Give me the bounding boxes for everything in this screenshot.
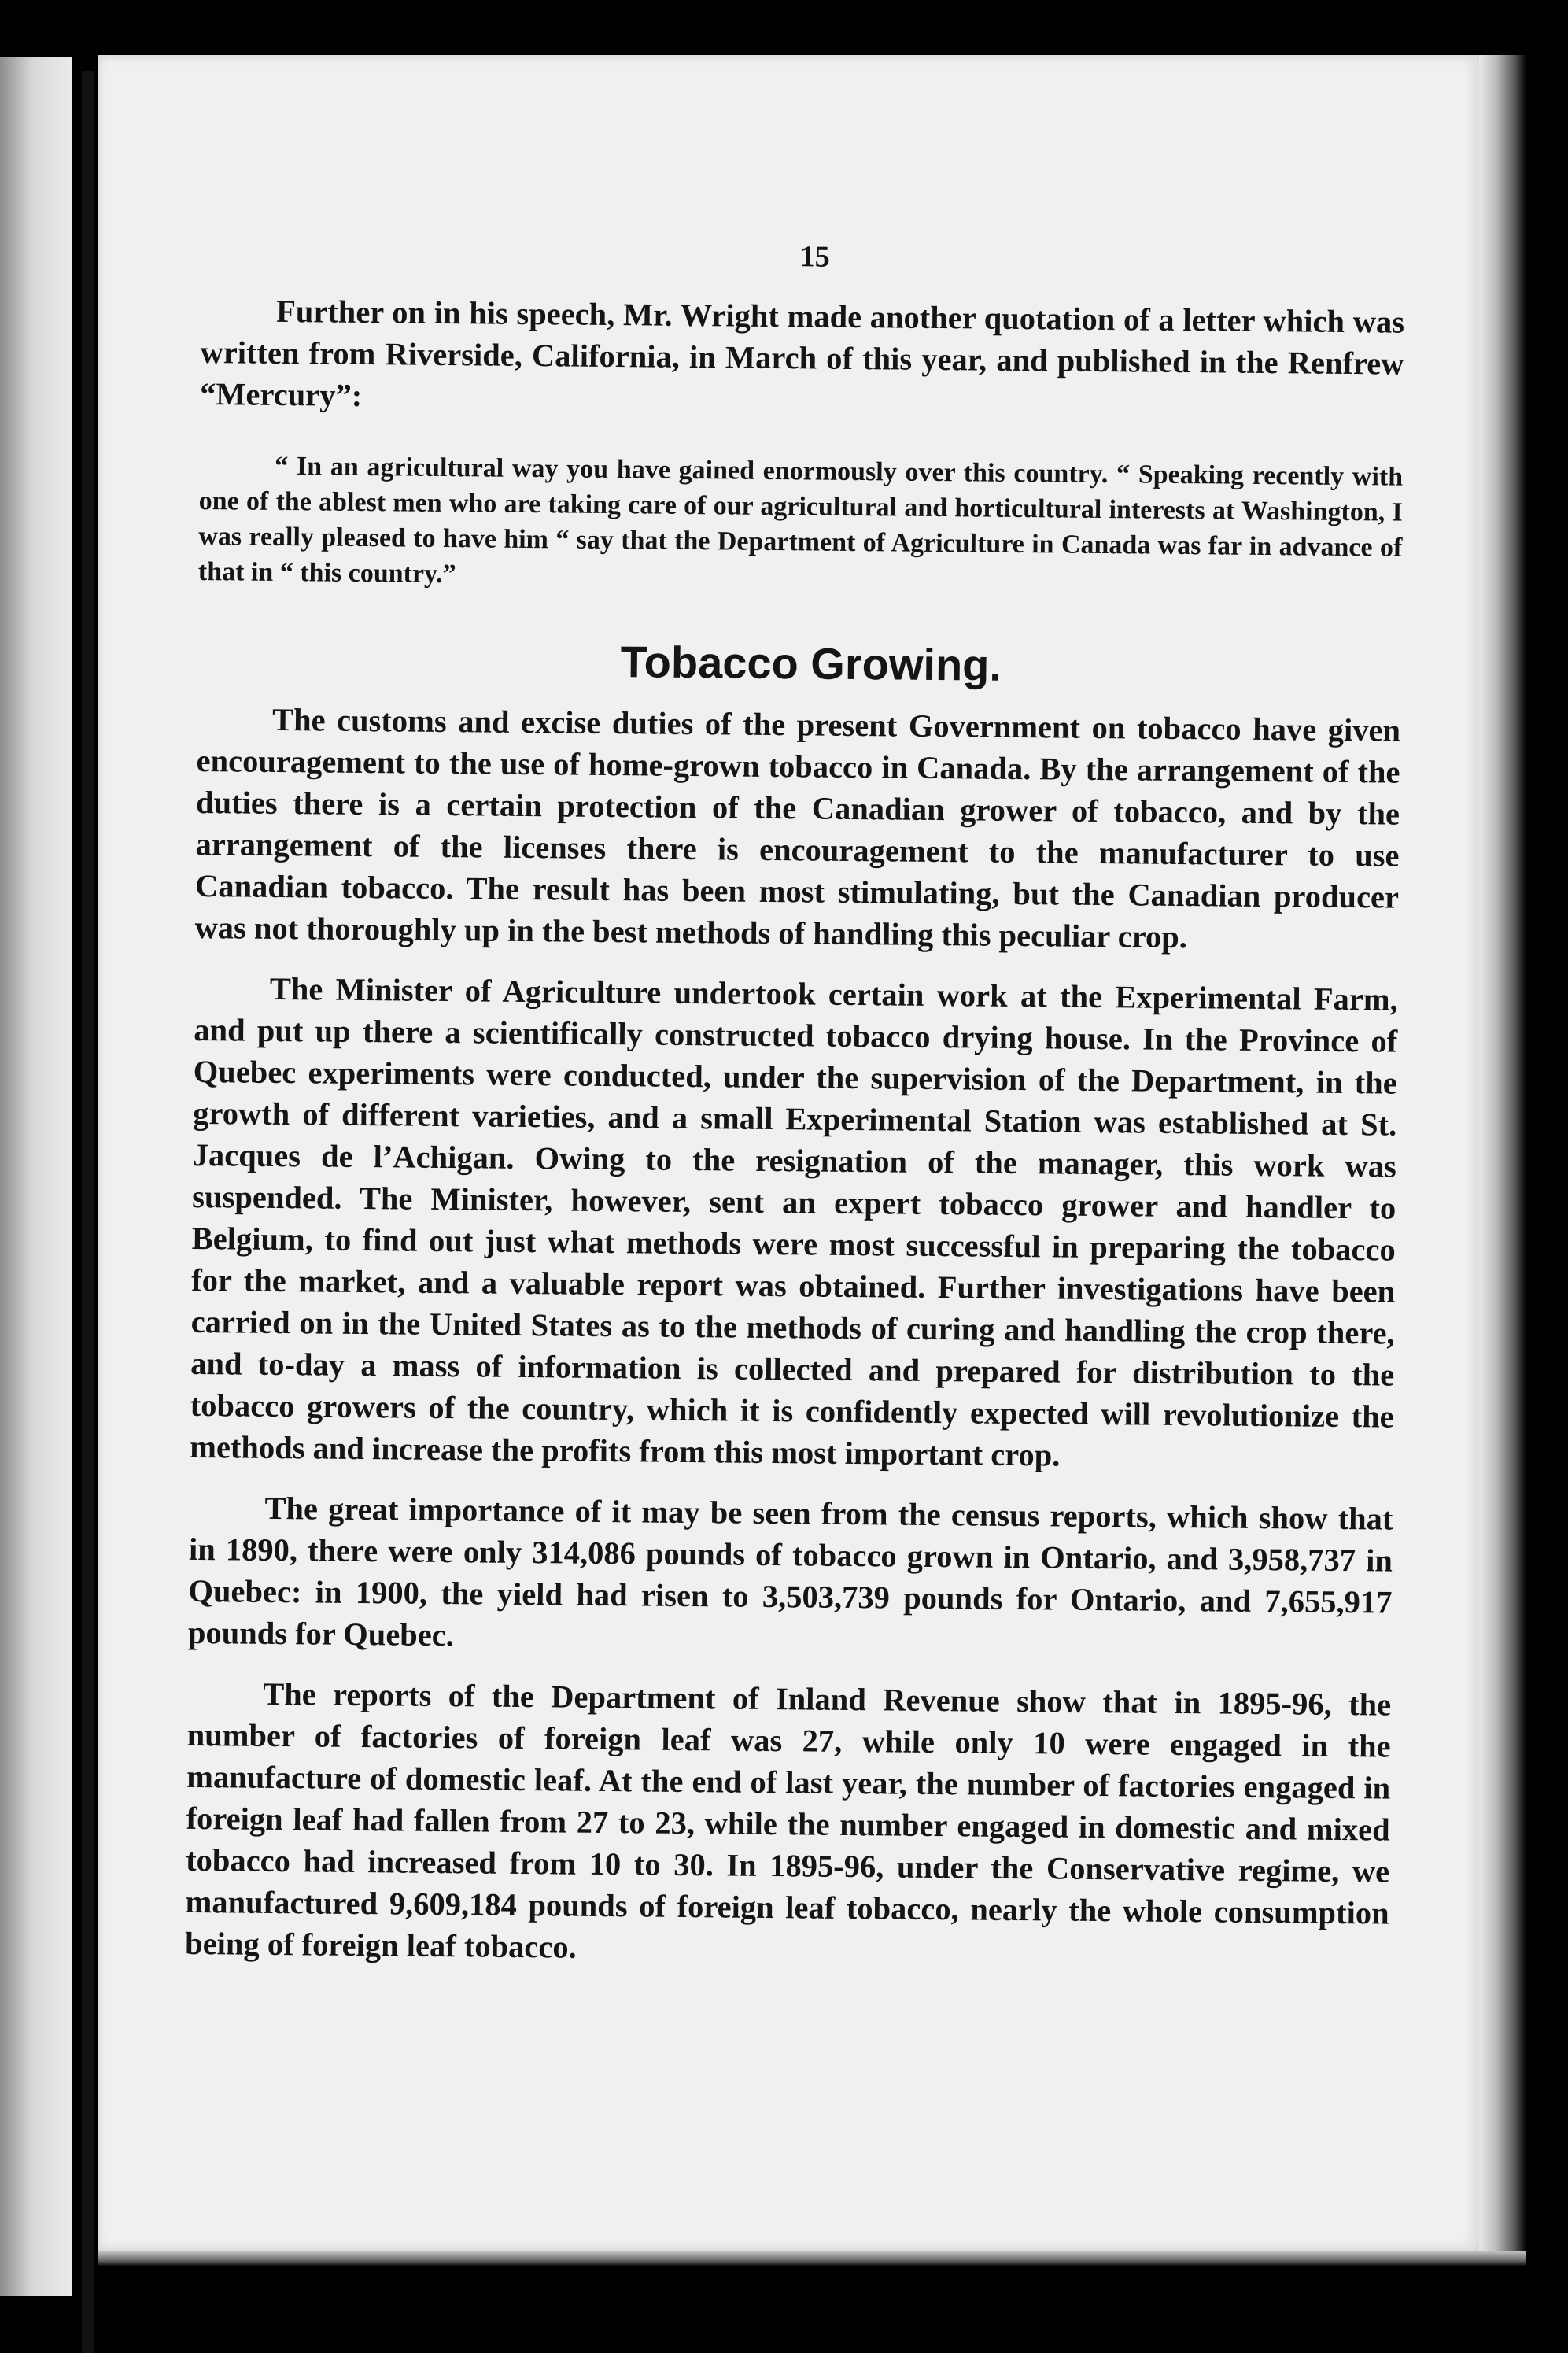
bottom-page-edge — [98, 2251, 1526, 2266]
book-gutter — [82, 71, 94, 2353]
paragraph-inland-revenue: The reports of the Department of Inland Revenue show that in 1895-96, the number of factories of foreign leaf was 27, while only 10 were engaged in the manufacture of domestic leaf. At the end of last year, the number of factories engaged in foreign leaf had fallen from 27 to 23, while the number engaged in domestic and mixed tobacco had increased from 10 to 30. In 1895-96, under the Conservative regime, we manufactured 9,609,184 pounds of foreign leaf tobacco, nearly the whole consumption being of foreign leaf tobacco. — [184, 1675, 1392, 1965]
intro-paragraph: Further on in his speech, Mr. Wright made another quotation of a letter which was written from Riverside, California, in March of this year, and published in the Renfrew “Mercury”: — [199, 293, 1405, 413]
quoted-letter: “ In an agricultural way you have gained enormously over this country. “ Speaking recently with one of the ablest men who are taking care of our agricultural and horticultural interests at Washington, I was really pleased to have him “ say that the Department of Agriculture in Canada was far in advance of that in “ this country.” — [197, 451, 1404, 589]
paragraph-minister: The Minister of Agriculture undertook certain work at the Experimental Farm, and put up there a scientifically constructed tobacco drying house. In the Province of Quebec experiments were conducted, under the supervision of the Department, in the growth of different varieties, and a small Experimental Station was established at St. Jacques de l’Achigan. Owing to the resignation of the manager, this work was suspended. The Minister, however, sent an expert tobacco grower and handler to Belgium, to find out just what methods were most successful in preparing the tobacco for the market, and a valuable report was obtained. Further investigations have been carried on in the United States as to the methods of curing and handling the crop there, and to-day a mass of information is collected and prepared for distribution to the tobacco growers of the country, which it is confidently expected will revolutionize the methods and increase the profits from this most important crop. — [190, 970, 1398, 1473]
paragraph-duties: The customs and excise duties of the present Government on tobacco have given encouragement to the use of home-grown tobacco in Canada. By the arrangement of the duties there is a certain protection of the Canadian grower of tobacco, and by the arrangement of the licenses there is encouragement to the manufacturer to use Canadian tobacco. The result has been most stimulating, but the Canadian producer was not thoroughly up in the best methods of handling this peculiar crop. — [194, 701, 1401, 955]
page-text — [185, 236, 1405, 1975]
paragraph-census: The great importance of it may be seen from the census reports, which show that in 1890, there were only 314,086 pounds of tobacco grown in Ontario, and 3,958,737 in Quebec: in 1900, the yield had risen to 3,503,739 pounds for Ontario, and 7,655,917 pounds for Quebec. — [187, 1490, 1393, 1653]
right-page-edge-shadow — [1479, 55, 1526, 2251]
left-page-edge — [0, 57, 72, 2296]
section-heading: Tobacco Growing. — [620, 637, 1002, 690]
page-number: 15 — [799, 240, 830, 274]
